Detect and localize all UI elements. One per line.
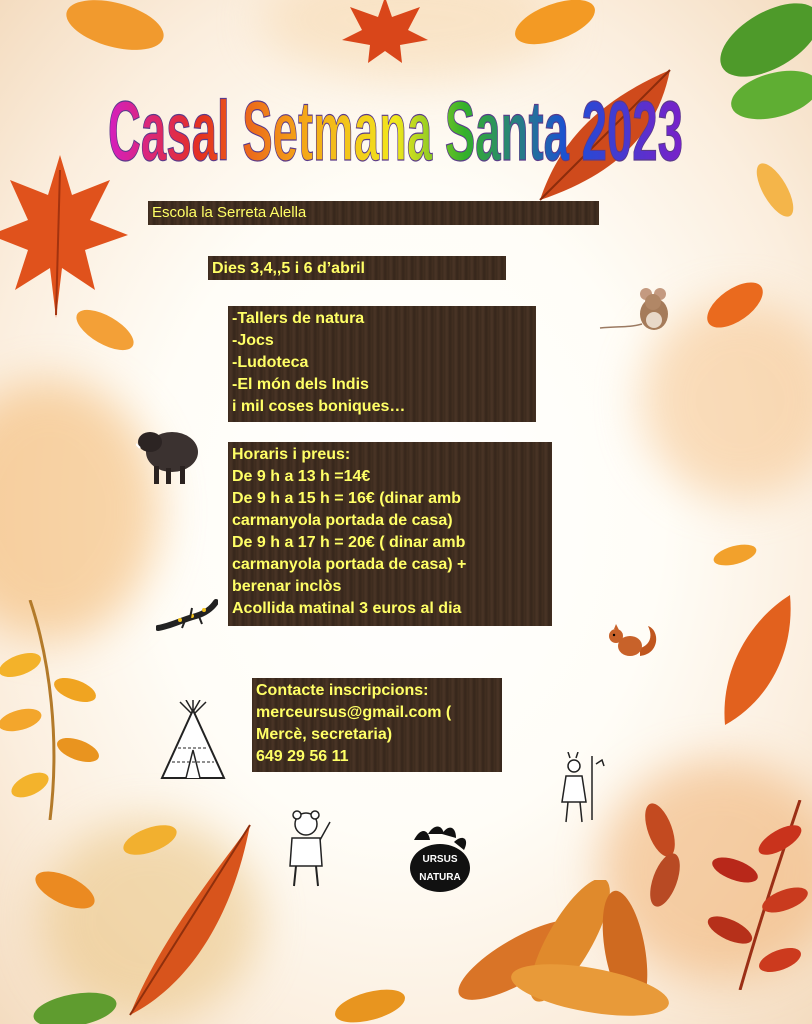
green-leaf-icon (690, 0, 812, 130)
oak-leaf-icon (120, 820, 260, 1020)
schedule-line: berenar inclòs (232, 578, 342, 595)
oak-leaf-icon (30, 860, 100, 920)
scout-bear-icon (282, 810, 336, 890)
schedule-line: De 9 h a 15 h = 16€ (dinar amb (232, 490, 461, 507)
schedule-line: De 9 h a 13 h =14€ (232, 468, 371, 485)
maple-seed-icon (620, 800, 700, 910)
dates-box (208, 256, 506, 280)
dates-text: Dies 3,4,,5 i 6 d’abril (212, 260, 365, 277)
teepee-icon (156, 700, 230, 784)
page-title (108, 78, 688, 178)
activity-item: -Jocs (232, 332, 274, 349)
oak-leaf-icon (710, 590, 800, 730)
contact-email[interactable]: merceursus@gmail.com ( (256, 704, 452, 721)
green-leaf-icon (30, 980, 120, 1024)
maple-leaf-icon (340, 0, 430, 65)
school-box (148, 201, 599, 225)
oak-leaf-icon (710, 540, 760, 570)
activity-item: -El món dels Indis (232, 376, 369, 393)
salamander-icon (156, 598, 218, 634)
oak-leaf-icon (70, 300, 140, 360)
oak-leaf-icon (60, 0, 170, 60)
activity-item: -Tallers de natura (232, 310, 365, 327)
oak-leaf-icon (740, 150, 810, 230)
activity-item: -Ludoteca (232, 354, 309, 371)
squirrel-icon (604, 620, 660, 660)
autumn-branch-icon (0, 600, 110, 820)
activities-box (228, 306, 536, 422)
activity-item: i mil coses boniques… (232, 398, 406, 415)
wild-boar-icon (136, 414, 202, 488)
contact-line: Mercè, secretaria) (256, 726, 393, 743)
oak-leaf-icon (510, 0, 600, 50)
schedule-line: De 9 h a 17 h = 20€ ( dinar amb (232, 534, 466, 551)
logo-text-bottom: NATURA (419, 872, 461, 883)
logo-text-top: URSUS (422, 854, 458, 865)
oak-leaf-icon (700, 270, 770, 340)
schedule-line: carmanyola portada de casa) (232, 512, 453, 529)
school-name: Escola la Serreta Alella (152, 204, 307, 221)
mouse-icon (598, 284, 674, 334)
schedule-line: carmanyola portada de casa) + (232, 556, 467, 573)
autumn-branch-icon (700, 800, 812, 990)
ursus-paw-logo (404, 824, 476, 896)
schedule-box (228, 442, 552, 626)
title-text: Casal Setmana Santa 2023 (108, 84, 683, 178)
native-figure-icon (552, 752, 608, 824)
oak-leaf-icon (330, 980, 410, 1024)
contact-line: Contacte inscripcions: (256, 682, 429, 699)
schedule-line: Horaris i preus: (232, 446, 351, 463)
schedule-line: Acollida matinal 3 euros al dia (232, 600, 462, 617)
contact-phone: 649 29 56 11 (256, 748, 349, 765)
contact-box (252, 678, 502, 772)
